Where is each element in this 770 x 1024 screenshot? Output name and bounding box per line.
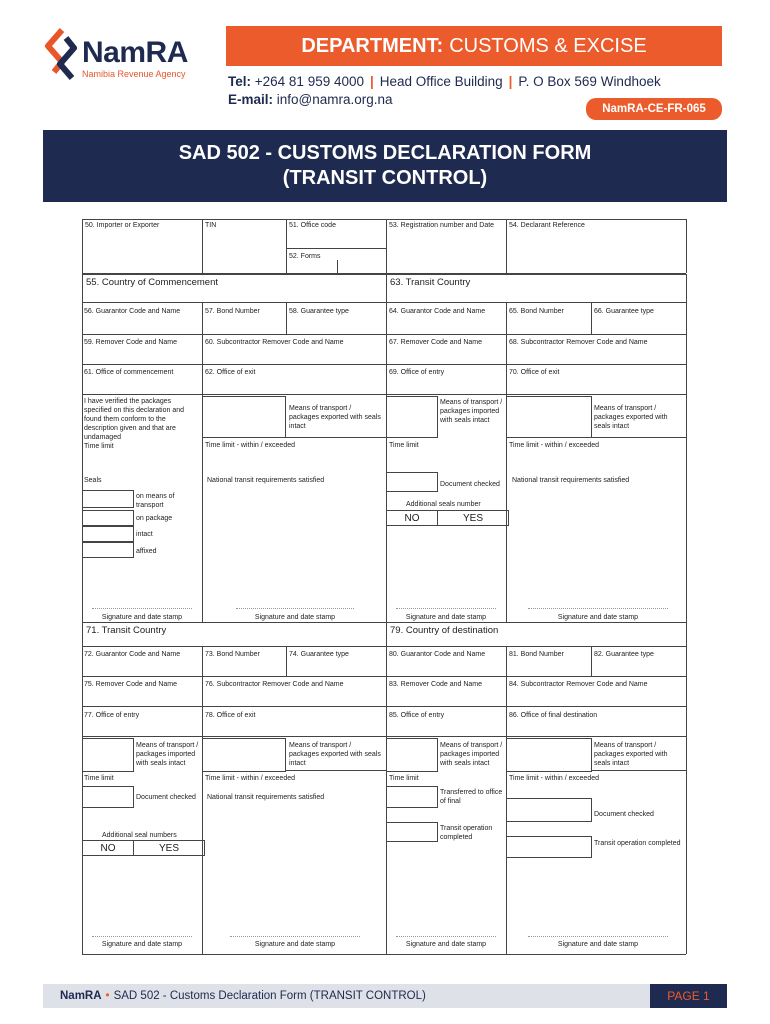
time-limit-exceeded-label: Time limit - within / exceeded	[509, 442, 599, 449]
field-78-label: 78. Office of exit	[205, 712, 256, 719]
field-85-label: 85. Office of entry	[389, 712, 445, 719]
imported-check-box[interactable]	[386, 396, 438, 438]
logo-name: NamRA	[82, 36, 188, 69]
signature-label: Signature and date stamp	[101, 614, 183, 621]
page-number: PAGE 1	[650, 984, 727, 1008]
time-limit-label: Time limit	[389, 442, 419, 449]
form-title-line1: SAD 502 - CUSTOMS DECLARATION FORM	[178, 142, 592, 164]
document-checked-label: Document checked	[440, 481, 500, 488]
grid-line	[386, 274, 387, 622]
seals-label: Seals	[84, 477, 102, 484]
signature-label: Signature and date stamp	[405, 941, 487, 948]
imported-check-box[interactable]	[82, 738, 134, 772]
field-56-label: 56. Guarantor Code and Name	[84, 308, 181, 315]
field-73-label: 73. Bond Number	[205, 651, 260, 658]
verified-statement: I have verified the packages specified on this declaration and found them conform to the description given and that are undamaged	[84, 398, 185, 441]
email-label: E-mail:	[228, 92, 274, 107]
field-71-title: 71. Transit Country	[86, 625, 167, 636]
seals-affixed-box[interactable]	[82, 542, 134, 558]
grid-line	[686, 274, 687, 622]
grid-line	[591, 302, 592, 334]
grid-line	[202, 219, 203, 273]
namra-logo-icon	[44, 28, 78, 82]
field-59-label: 59. Remover Code and Name	[84, 339, 177, 346]
tin-label: TIN	[205, 222, 217, 229]
field-66-label: 66. Guarantee type	[594, 308, 654, 315]
separator: |	[370, 74, 374, 89]
field-69-label: 69. Office of entry	[389, 369, 445, 376]
signature-label: Signature and date stamp	[101, 941, 183, 948]
grid-line	[82, 394, 686, 395]
email-value[interactable]: info@namra.org.na	[276, 92, 393, 107]
means-imported-label: Means of transport / packages imported with seals intact	[440, 742, 503, 767]
department-name: CUSTOMS & EXCISE	[449, 34, 647, 57]
transit-completed-box[interactable]	[386, 822, 438, 842]
means-exported-label: Means of transport / packages exported with seals intact	[594, 405, 668, 430]
field-74-label: 74. Guarantee type	[289, 651, 349, 658]
seals-intact-box[interactable]	[82, 526, 134, 542]
national-requirements-label: National transit requirements satisfied	[207, 477, 325, 484]
footer-dot-icon: •	[105, 990, 110, 1002]
grid-line	[286, 302, 287, 334]
seals-package-box[interactable]	[82, 510, 134, 526]
time-limit-label: Time limit	[84, 443, 114, 450]
form-title-line2: (TRANSIT CONTROL)	[282, 167, 488, 189]
signature-label: Signature and date stamp	[557, 941, 639, 948]
address-building: Head Office Building	[379, 74, 503, 89]
grid-line	[82, 646, 686, 647]
grid-line	[686, 622, 687, 954]
on-package-label: on package	[136, 515, 173, 522]
signature-label: Signature and date stamp	[254, 614, 336, 621]
address-box: P. O Box 569 Windhoek	[518, 74, 661, 89]
field-51-label: 51. Office code	[289, 222, 336, 229]
footer-text	[60, 990, 426, 1002]
time-limit-exceeded-label: Time limit - within / exceeded	[205, 775, 295, 782]
field-55-title: 55. Country of Commencement	[86, 277, 219, 288]
means-exported-label: Means of transport / packages exported with seals intact	[594, 742, 668, 767]
grid-line	[82, 302, 686, 303]
field-58-label: 58. Guarantee type	[289, 308, 349, 315]
tel-value: +264 81 959 4000	[254, 74, 364, 89]
additional-seals-label: Additional seals number	[406, 501, 481, 508]
grid-line	[286, 248, 386, 249]
field-77-label: 77. Office of entry	[84, 712, 140, 719]
field-79-title: 79. Country of destination	[390, 625, 499, 636]
separator: |	[508, 74, 513, 89]
exported-check-box[interactable]	[202, 738, 286, 772]
exported-check-box[interactable]	[506, 396, 592, 438]
field-72-label: 72. Guarantor Code and Name	[84, 651, 181, 658]
seals-yes-no	[386, 510, 509, 526]
yes-option[interactable]: YES	[134, 840, 205, 856]
grid-line	[686, 219, 687, 273]
field-67-label: 67. Remover Code and Name	[389, 339, 482, 346]
signature-line	[396, 608, 496, 609]
document-checked-label: Document checked	[136, 794, 196, 801]
signature-label: Signature and date stamp	[405, 614, 487, 621]
grid-line	[202, 646, 203, 736]
time-limit-label: Time limit	[389, 775, 419, 782]
field-64-label: 64. Guarantor Code and Name	[389, 308, 486, 315]
transit-completed-box[interactable]	[506, 836, 592, 858]
field-62-label: 62. Office of exit	[205, 369, 256, 376]
field-57-label: 57. Bond Number	[205, 308, 260, 315]
footer-doc-title: SAD 502 - Customs Declaration Form (TRANSIT CONTROL)	[113, 990, 426, 1002]
means-imported-label: Means of transport / packages imported with seals intact	[136, 742, 199, 767]
transit-completed-label: Transit operation completed	[594, 840, 681, 847]
additional-seals-label: Additional seal numbers	[102, 832, 177, 839]
grid-line	[82, 364, 686, 365]
grid-line	[82, 274, 83, 622]
grid-line	[82, 706, 686, 707]
no-option[interactable]: NO	[386, 510, 438, 526]
footer-brand: NamRA	[60, 990, 102, 1002]
grid-line	[337, 260, 338, 273]
grid-line	[286, 646, 287, 676]
time-limit-exceeded-label: Time limit - within / exceeded	[205, 442, 295, 449]
signature-line	[236, 608, 354, 609]
logo-subtitle: Namibia Revenue Agency	[82, 69, 186, 79]
grid-line	[286, 219, 287, 273]
imported-check-box[interactable]	[386, 738, 438, 772]
signature-line	[528, 608, 668, 609]
grid-line	[82, 334, 686, 335]
field-60-label: 60. Subcontractor Remover Code and Name	[205, 339, 344, 346]
signature-line	[230, 936, 360, 937]
on-means-label: on means of transport	[136, 493, 175, 509]
document-checked-box[interactable]	[82, 786, 134, 808]
field-84-label: 84. Subcontractor Remover Code and Name	[509, 681, 648, 688]
field-82-label: 82. Guarantee type	[594, 651, 654, 658]
grid-line	[82, 736, 686, 737]
field-70-label: 70. Office of exit	[509, 369, 560, 376]
grid-line	[506, 646, 507, 736]
national-requirements-label: National transit requirements satisfied	[207, 794, 325, 801]
signature-label: Signature and date stamp	[557, 614, 639, 621]
department-label: DEPARTMENT:	[301, 34, 444, 57]
seals-yes-no	[82, 840, 205, 856]
document-checked-box[interactable]	[386, 472, 438, 492]
field-83-label: 83. Remover Code and Name	[389, 681, 482, 688]
field-63-title: 63. Transit Country	[390, 277, 471, 288]
field-50-label: 50. Importer or Exporter	[85, 222, 160, 229]
seals-means-box[interactable]	[82, 490, 134, 508]
grid-line	[82, 676, 686, 677]
contact-line	[228, 74, 661, 89]
grid-line	[82, 954, 686, 955]
means-exported-label: Means of transport / packages exported with seals intact	[289, 742, 381, 767]
field-65-label: 65. Bond Number	[509, 308, 564, 315]
exported-check-box[interactable]	[506, 738, 592, 772]
affixed-label: affixed	[136, 548, 157, 555]
form-title	[43, 130, 727, 202]
grid-line	[82, 622, 686, 623]
field-68-label: 68. Subcontractor Remover Code and Name	[509, 339, 648, 346]
field-53-label: 53. Registration number and Date	[389, 222, 495, 229]
intact-label: intact	[136, 531, 153, 538]
grid-line	[82, 219, 83, 273]
signature-line	[396, 936, 496, 937]
grid-line	[82, 219, 686, 220]
form-code-badge: NamRA-CE-FR-065	[586, 98, 722, 120]
national-requirements-label: National transit requirements satisfied	[512, 477, 630, 484]
grid-line	[202, 302, 203, 394]
field-54-label: 54. Declarant Reference	[509, 222, 585, 229]
field-75-label: 75. Remover Code and Name	[84, 681, 177, 688]
exported-check-box[interactable]	[202, 396, 286, 438]
field-86-label: 86. Office of final destination	[509, 712, 598, 719]
field-80-label: 80. Guarantor Code and Name	[389, 651, 486, 658]
email-line	[228, 92, 393, 107]
field-61-label: 61. Office of commencement	[84, 369, 174, 376]
grid-line	[82, 274, 686, 275]
yes-option[interactable]: YES	[438, 510, 509, 526]
tel-label: Tel:	[228, 74, 251, 89]
signature-line	[92, 608, 192, 609]
transferred-label: Transferred to office of final	[440, 789, 503, 805]
field-81-label: 81. Bond Number	[509, 651, 564, 658]
time-limit-exceeded-label: Time limit - within / exceeded	[509, 775, 599, 782]
document-checked-label: Document checked	[594, 811, 654, 818]
time-limit-label: Time limit	[84, 775, 114, 782]
document-checked-box[interactable]	[506, 798, 592, 822]
grid-line	[506, 302, 507, 394]
transit-completed-label: Transit operation completed	[440, 825, 493, 841]
no-option[interactable]: NO	[82, 840, 134, 856]
signature-line	[92, 936, 192, 937]
grid-line	[386, 219, 387, 273]
transferred-check-box[interactable]	[386, 786, 438, 808]
grid-line	[591, 646, 592, 676]
means-exported-label: Means of transport / packages exported with seals intact	[289, 405, 381, 430]
signature-label: Signature and date stamp	[254, 941, 336, 948]
means-imported-label: Means of transport / packages imported with seals intact	[440, 399, 503, 424]
field-52-label: 52. Forms	[289, 253, 321, 260]
department-banner	[226, 26, 722, 66]
signature-line	[528, 936, 668, 937]
field-76-label: 76. Subcontractor Remover Code and Name	[205, 681, 344, 688]
grid-line	[506, 219, 507, 273]
